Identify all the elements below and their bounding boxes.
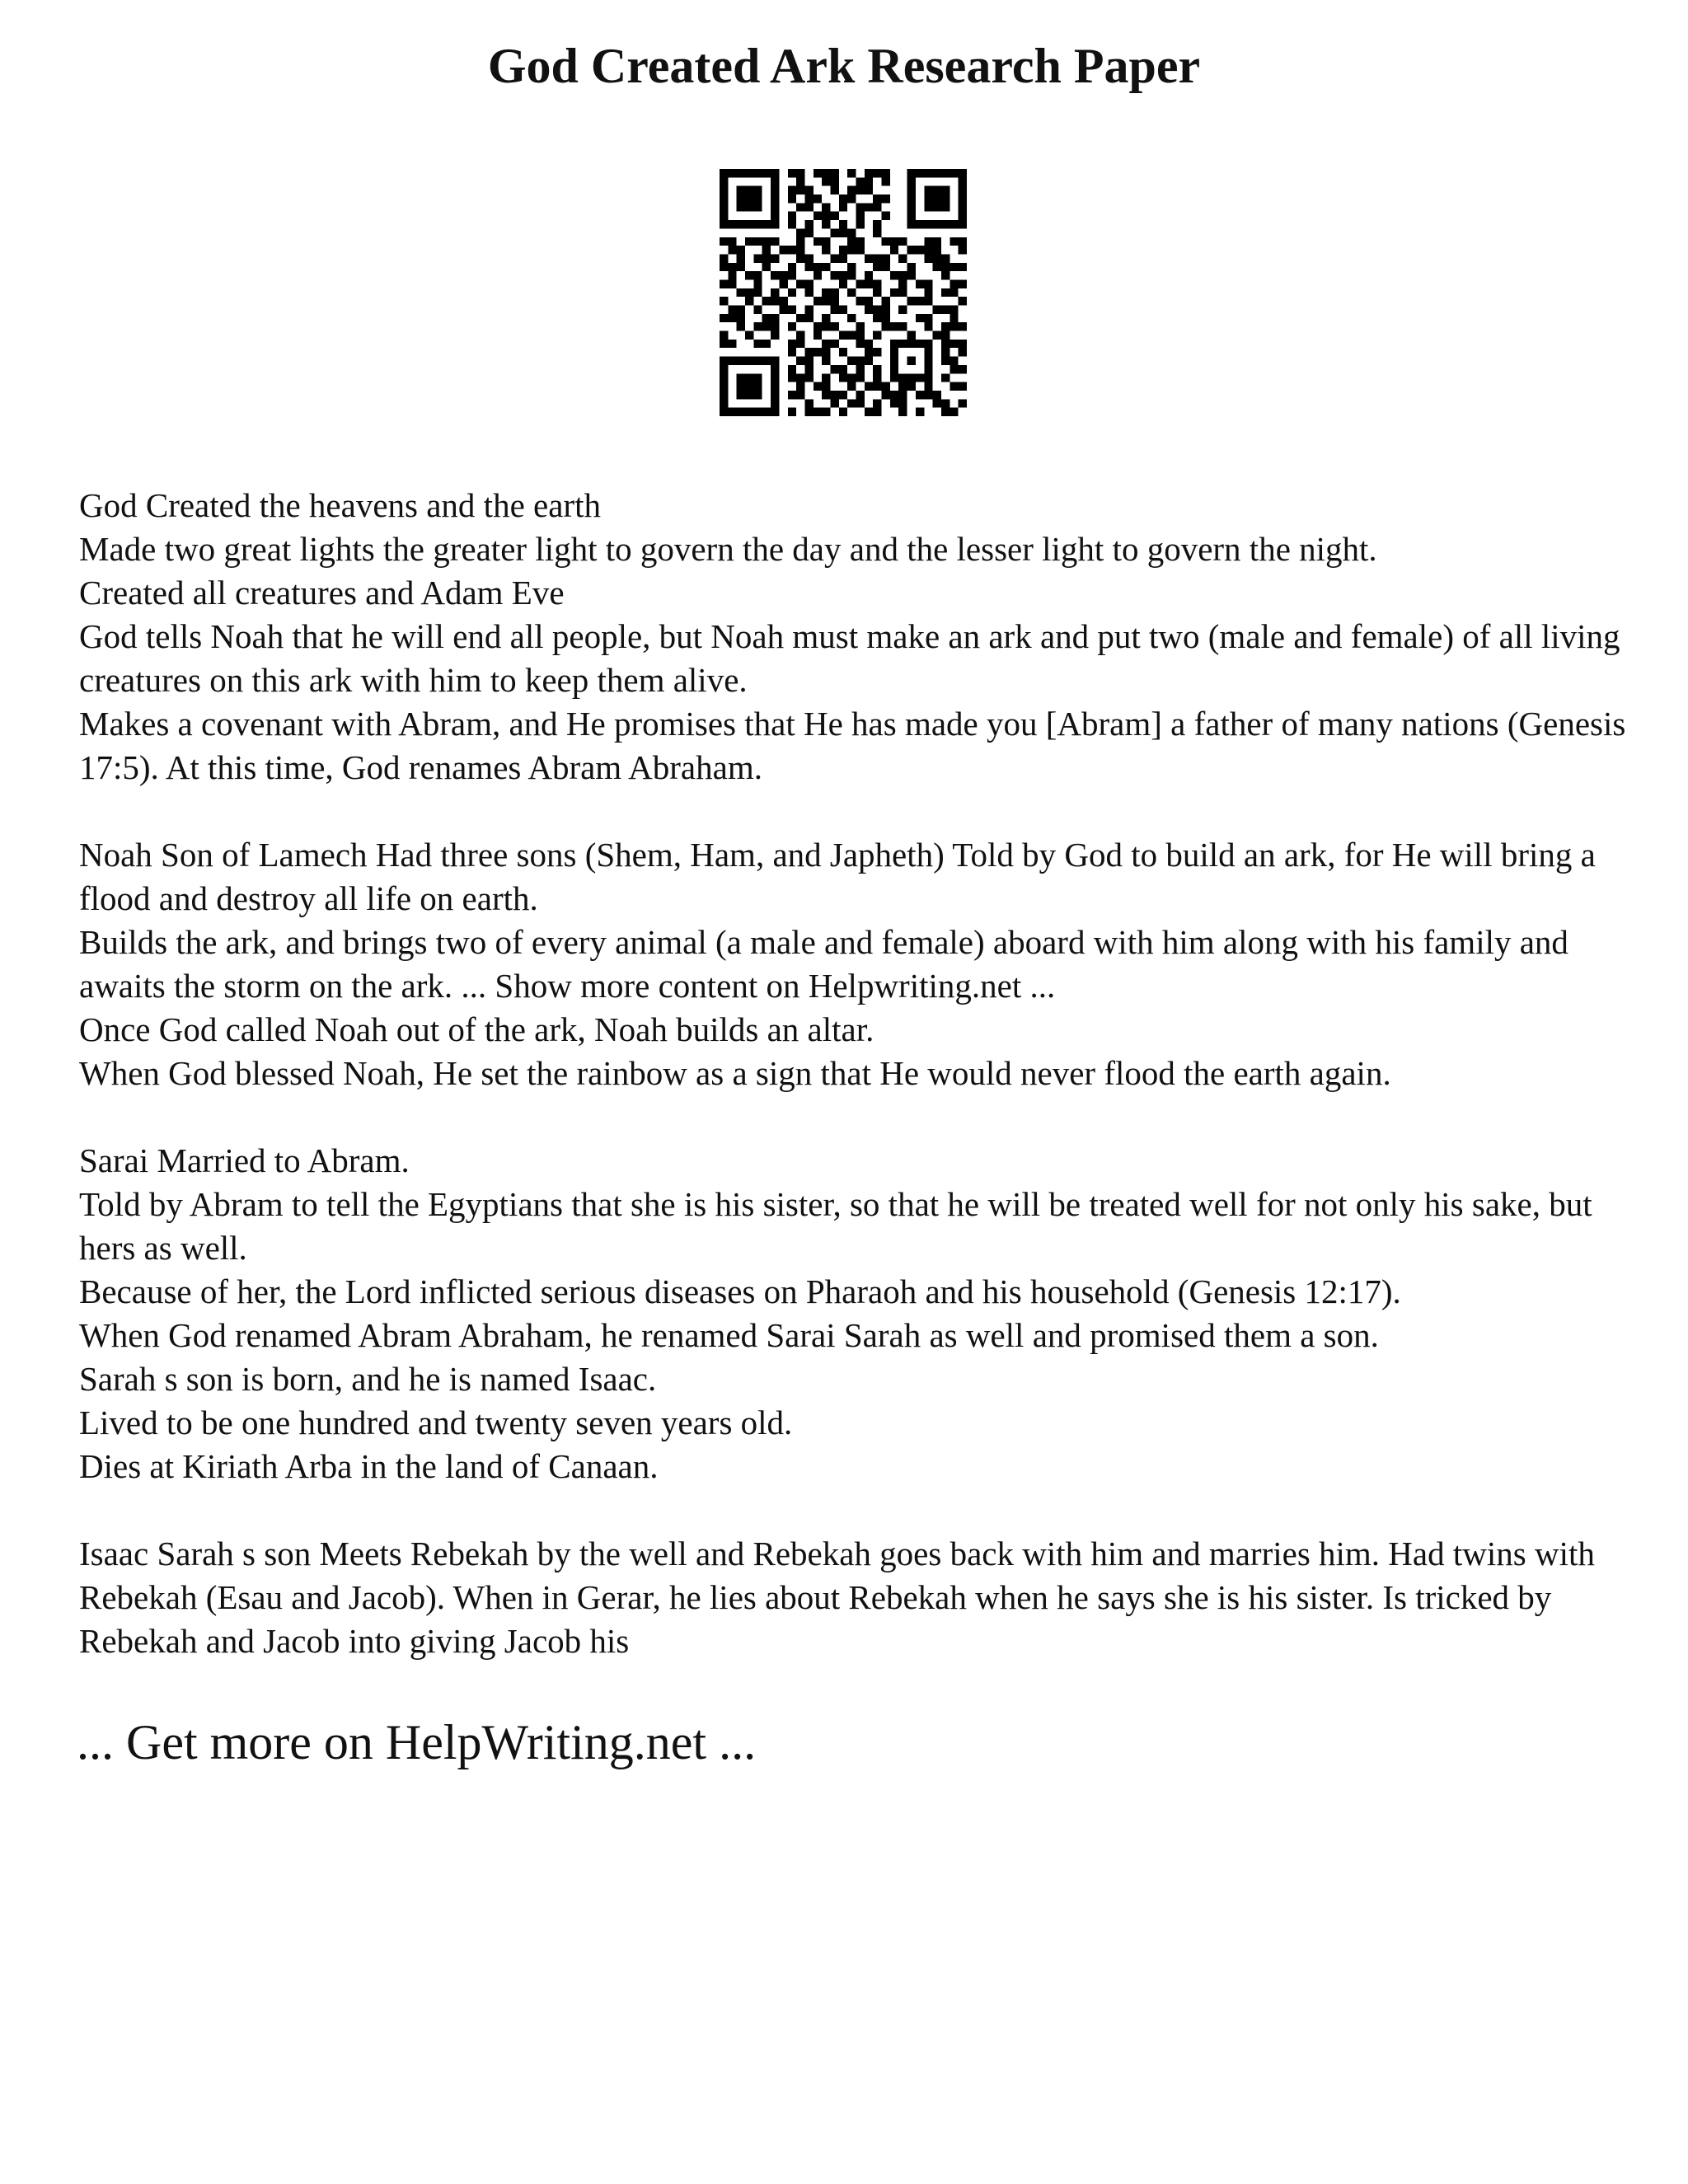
text-line: Dies at Kiriath Arba in the land of Canaan. xyxy=(79,1447,659,1485)
text-line: Lived to be one hundred and twenty seven years old. xyxy=(79,1404,793,1441)
paragraph-noah xyxy=(79,833,1629,1095)
text-line: Isaac Sarah s son Meets Rebekah by the well and Rebekah goes back with him and marries him. Had twins with Rebekah (Esau and Jacob). When in Gerar, he lies about Rebekah when he says she is his sister. Is tricked by Rebekah and Jacob into giving Jacob his xyxy=(79,1535,1595,1660)
text-line: Made two great lights the greater light to govern the day and the lesser light to govern the night. xyxy=(79,530,1377,568)
text-line: Once God called Noah out of the ark, Noah builds an altar. xyxy=(79,1010,874,1048)
paragraph-creation xyxy=(79,484,1629,790)
text-line: Noah Son of Lamech Had three sons (Shem, Ham, and Japheth) Told by God to build an ark, for He will bring a flood and destroy all life on earth. xyxy=(79,836,1596,917)
get-more-link[interactable]: ... Get more on HelpWriting.net ... xyxy=(77,1715,757,1769)
text-line: Told by Abram to tell the Egyptians that she is his sister, so that he will be treated well for not only his sake, but hers as well. xyxy=(79,1185,1592,1267)
text-line: God tells Noah that he will end all people, but Noah must make an ark and put two (male and female) of all living creatures on this ark with him to keep them alive. xyxy=(79,617,1620,699)
text-line: Created all creatures and Adam Eve xyxy=(79,574,565,612)
text-line: Sarah s son is born, and he is named Isaac. xyxy=(79,1360,657,1398)
text-line: When God blessed Noah, He set the rainbow as a sign that He would never flood the earth again. xyxy=(79,1054,1391,1092)
paragraph-sarai xyxy=(79,1139,1629,1488)
text-line: Builds the ark, and brings two of every animal (a male and female) aboard with him along with his family and awaits the storm on the ark. ... Show more content on Helpwriting.net ... xyxy=(79,923,1568,1005)
body-text xyxy=(79,484,1629,1707)
text-line: Because of her, the Lord inflicted serious diseases on Pharaoh and his household (Genesis 12:17). xyxy=(79,1272,1401,1310)
text-line: Makes a covenant with Abram, and He promises that He has made you [Abram] a father of many nations (Genesis 17:5). At this time, God renames Abram Abraham. xyxy=(79,705,1626,786)
text-line: When God renamed Abram Abraham, he renamed Sarai Sarah as well and promised them a son. xyxy=(79,1316,1379,1354)
text-line: God Created the heavens and the earth xyxy=(79,486,601,524)
text-line: Sarai Married to Abram. xyxy=(79,1141,410,1179)
paragraph-isaac xyxy=(79,1532,1629,1663)
qr-code-icon[interactable] xyxy=(720,169,967,416)
qr-code-graphic xyxy=(720,169,967,416)
page-title: God Created Ark Research Paper xyxy=(487,39,1201,93)
